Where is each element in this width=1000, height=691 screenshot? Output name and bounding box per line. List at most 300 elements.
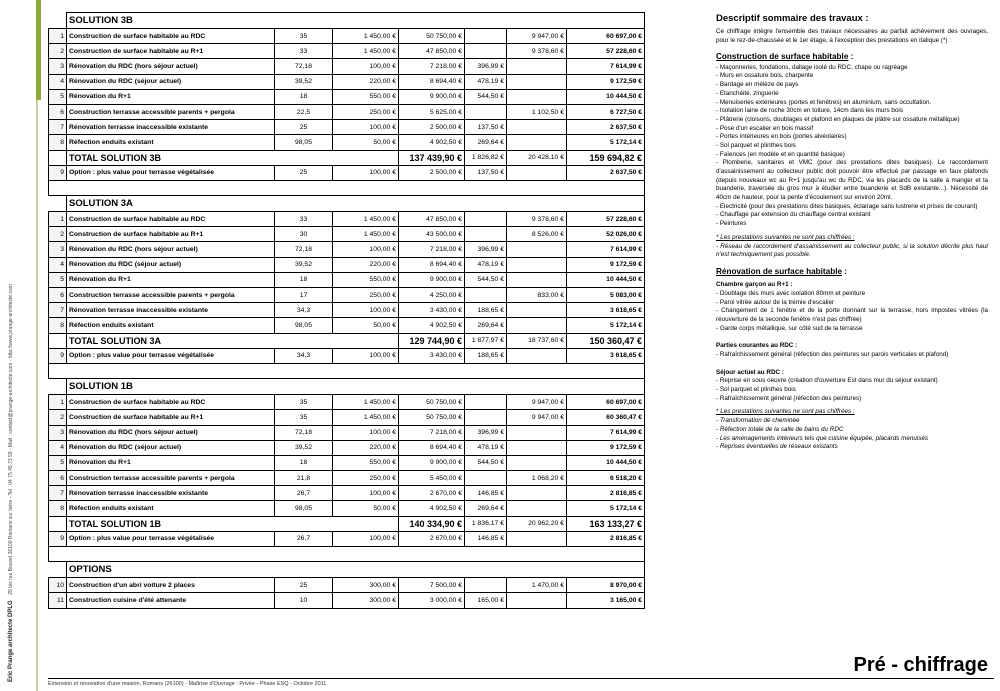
- row-unit-price: 100,00 €: [333, 59, 399, 74]
- section-title: SOLUTION 3B: [67, 13, 645, 29]
- row-quantity: 18: [275, 89, 333, 104]
- desc-list-item: - Murs en ossature bois, charpente: [716, 72, 814, 80]
- row-tax-a: [465, 44, 507, 59]
- row-amount: 43 500,00 €: [399, 227, 465, 242]
- row-label: Rénovation du RDC (séjour actuel): [67, 440, 275, 455]
- row-tax-b: 1 068,20 €: [507, 471, 567, 486]
- row-tax-b: 9 947,00 €: [507, 29, 567, 44]
- row-unit-price: 50,00 €: [333, 318, 399, 333]
- quote-row: [49, 272, 645, 287]
- desc-section2-heading: Rénovation de surface habitable :: [716, 266, 848, 276]
- row-quantity: 72,18: [275, 242, 333, 257]
- row-amount: 2 500,00 €: [399, 165, 465, 180]
- desc-section1-note: - Réseau de raccordement d'assainissement au collecteur public, si la solution décrite plus haut n'est techniquement pas possible.: [716, 242, 988, 259]
- row-total: 6 518,20 €: [567, 471, 645, 486]
- row-tax-a: 478,19 €: [465, 440, 507, 455]
- row-label: Rénovation du R+1: [67, 455, 275, 470]
- row-index: 2: [49, 227, 67, 242]
- desc-list-item: - Doublage des murs avec isolation 80mm et peinture: [716, 289, 866, 297]
- row-total: 2 816,85 €: [567, 531, 645, 546]
- row-tax-a: [465, 395, 507, 410]
- row-tax-b: 1 470,00 €: [507, 578, 567, 593]
- row-total: 57 228,60 €: [567, 212, 645, 227]
- row-tax-b: 8 526,00 €: [507, 227, 567, 242]
- footer-text: Extension et rénovation d'une maison, Romans (26100) - Maîtrise d'Ouvrage : Privée - Phase ESQ - Octobre 2011: [48, 681, 327, 687]
- total-tax-b: 18 737,60 €: [507, 333, 567, 348]
- row-total: 3 618,65 €: [567, 348, 645, 363]
- row-total: 5 172,14 €: [567, 318, 645, 333]
- total-label: TOTAL SOLUTION 3A: [67, 333, 399, 348]
- row-tax-a: [465, 288, 507, 303]
- row-total: 3 165,00 €: [567, 593, 645, 608]
- row-total: 52 026,00 €: [567, 227, 645, 242]
- row-label: Rénovation du RDC (hors séjour actuel): [67, 242, 275, 257]
- row-amount: 4 250,00 €: [399, 288, 465, 303]
- desc-chambre-list: [716, 290, 988, 333]
- row-label: Rénovation du R+1: [67, 89, 275, 104]
- row-total: 7 614,99 €: [567, 242, 645, 257]
- quote-row: [49, 578, 645, 593]
- row-tax-a: 137,50 €: [465, 165, 507, 180]
- quote-row: [49, 593, 645, 608]
- row-quantity: 25: [275, 165, 333, 180]
- row-label: Construction de surface habitable au RDC: [67, 29, 275, 44]
- desc-section1-heading: Construction de surface habitable :: [716, 52, 854, 62]
- row-amount: 9 900,00 €: [399, 272, 465, 287]
- desc-section1-list: [716, 64, 988, 229]
- row-total: 5 172,14 €: [567, 501, 645, 516]
- quote-row: [49, 395, 645, 410]
- row-tax-b: [507, 501, 567, 516]
- row-amount: 9 900,00 €: [399, 89, 465, 104]
- row-index: 11: [49, 593, 67, 608]
- row-total: 10 444,50 €: [567, 455, 645, 470]
- row-tax-a: 544,50 €: [465, 455, 507, 470]
- row-tax-b: 9 378,60 €: [507, 212, 567, 227]
- row-tax-a: [465, 104, 507, 119]
- row-label: Construction terrasse accessible parents + pergola: [67, 288, 275, 303]
- total-tax-a: 1 877,97 €: [465, 333, 507, 348]
- desc-list-item: - Peintures: [716, 220, 747, 228]
- desc-list-item: - Pose d'un escalier en bois massif: [716, 124, 814, 132]
- row-tax-b: 1 102,50 €: [507, 104, 567, 119]
- row-index: 6: [49, 288, 67, 303]
- row-label: Rénovation du RDC (séjour actuel): [67, 74, 275, 89]
- desc-list-item: - Etanchéité, zinguerie: [716, 89, 779, 97]
- row-tax-a: 146,85 €: [465, 531, 507, 546]
- desc-list-item: - Garde corps métallique, sur côté sud de la terrasse: [716, 324, 863, 332]
- quote-row: [49, 135, 645, 150]
- row-quantity: 34,3: [275, 348, 333, 363]
- row-index: 8: [49, 318, 67, 333]
- quote-table-container: [48, 12, 644, 609]
- row-tax-a: 396,99 €: [465, 242, 507, 257]
- row-amount: 9 900,00 €: [399, 455, 465, 470]
- footer-rule: [48, 678, 994, 679]
- desc-list-item: - Faïences (en modèle et en quantité basique): [716, 150, 845, 158]
- desc-section1-title: Construction de surface habitable: [716, 52, 849, 62]
- desc-list-item: - Electricité (pour des prestations dites basiques, éclairage sans lustrerie et prises de courant): [716, 202, 978, 210]
- row-tax-b: 833,00 €: [507, 288, 567, 303]
- desc-list-item: - Bardage en mélèze de pays: [716, 81, 799, 89]
- row-quantity: 18: [275, 455, 333, 470]
- sidebar-accent: [36, 0, 41, 100]
- total-tax-a: 1 826,82 €: [465, 150, 507, 165]
- row-quantity: 17: [275, 288, 333, 303]
- desc-list-item: - Isolation laine de roche 30cm en toiture, 14cm dans les murs bois: [716, 107, 903, 115]
- sidebar: [0, 0, 40, 691]
- row-label: Rénovation terrasse inaccessible existante: [67, 120, 275, 135]
- row-index: 7: [49, 303, 67, 318]
- row-unit-price: 250,00 €: [333, 288, 399, 303]
- row-index: 5: [49, 89, 67, 104]
- row-tax-a: 137,50 €: [465, 120, 507, 135]
- row-total: 3 618,65 €: [567, 303, 645, 318]
- row-unit-price: 50,00 €: [333, 501, 399, 516]
- row-tax-a: 544,50 €: [465, 89, 507, 104]
- desc-sub-chambre: Chambre garçon au R+1 :: [716, 281, 793, 289]
- row-label: Construction de surface habitable au R+1: [67, 44, 275, 59]
- row-quantity: 34,3: [275, 303, 333, 318]
- row-tax-b: [507, 257, 567, 272]
- row-tax-b: [507, 89, 567, 104]
- row-label: Construction de surface habitable au R+1: [67, 410, 275, 425]
- row-tax-a: [465, 410, 507, 425]
- row-tax-b: [507, 272, 567, 287]
- quote-row: [49, 227, 645, 242]
- row-total: 8 970,00 €: [567, 578, 645, 593]
- row-tax-a: 146,85 €: [465, 486, 507, 501]
- desc-list-item: - Sol parquet et plinthes bois: [716, 386, 796, 394]
- row-amount: 2 500,00 €: [399, 120, 465, 135]
- quote-row: [49, 104, 645, 119]
- row-quantity: 22,5: [275, 104, 333, 119]
- row-unit-price: 250,00 €: [333, 471, 399, 486]
- row-index: 2: [49, 410, 67, 425]
- total-label: TOTAL SOLUTION 1B: [67, 516, 399, 531]
- row-quantity: 39,52: [275, 440, 333, 455]
- row-amount: 50 750,00 €: [399, 410, 465, 425]
- row-amount: 50 750,00 €: [399, 29, 465, 44]
- row-total: 60 360,47 €: [567, 410, 645, 425]
- row-unit-price: 300,00 €: [333, 593, 399, 608]
- row-total: 60 697,00 €: [567, 29, 645, 44]
- quote-row: [49, 242, 645, 257]
- sidebar-author: Eric Prange architecte DPLG: [8, 600, 14, 682]
- desc-section1-note-title: * Les prestations suivantes ne sont pas chiffrées :: [716, 233, 855, 241]
- row-tax-b: [507, 59, 567, 74]
- row-total: 7 614,99 €: [567, 59, 645, 74]
- row-amount: 3 430,00 €: [399, 348, 465, 363]
- row-tax-b: [507, 303, 567, 318]
- row-amount: 7 218,00 €: [399, 242, 465, 257]
- row-total: 10 444,50 €: [567, 272, 645, 287]
- row-label: Rénovation terrasse inaccessible existante: [67, 303, 275, 318]
- section-title: SOLUTION 1B: [67, 379, 645, 395]
- quote-row: [49, 59, 645, 74]
- row-amount: 5 450,00 €: [399, 471, 465, 486]
- row-unit-price: 50,00 €: [333, 135, 399, 150]
- quote-row: [49, 165, 645, 180]
- row-tax-b: [507, 440, 567, 455]
- row-tax-b: [507, 242, 567, 257]
- row-tax-a: 396,99 €: [465, 425, 507, 440]
- desc-section2-notes: [716, 417, 988, 452]
- total-tax-a: 1 836,17 €: [465, 516, 507, 531]
- row-total: 5 083,00 €: [567, 288, 645, 303]
- desc-section2-title: Rénovation de surface habitable: [716, 266, 843, 276]
- row-tax-b: [507, 120, 567, 135]
- row-quantity: 30: [275, 227, 333, 242]
- row-unit-price: 100,00 €: [333, 303, 399, 318]
- description-panel: [716, 12, 988, 452]
- row-unit-price: 1 450,00 €: [333, 212, 399, 227]
- row-tax-a: 478,19 €: [465, 74, 507, 89]
- row-tax-a: [465, 471, 507, 486]
- row-tax-b: [507, 593, 567, 608]
- row-tax-a: 544,50 €: [465, 272, 507, 287]
- row-index: 9: [49, 348, 67, 363]
- quote-row: [49, 44, 645, 59]
- row-quantity: 18: [275, 272, 333, 287]
- row-tax-a: [465, 578, 507, 593]
- desc-section2-note-title: * Les prestations suivantes ne sont pas chiffrées :: [716, 408, 855, 416]
- row-tax-a: 188,65 €: [465, 303, 507, 318]
- section-title: OPTIONS: [67, 562, 645, 578]
- row-unit-price: 100,00 €: [333, 348, 399, 363]
- sidebar-contact: [8, 284, 14, 682]
- desc-list-item: - Paroi vitrée autour de la trémie d'escalier: [716, 298, 835, 306]
- row-index: 6: [49, 104, 67, 119]
- row-quantity: 25: [275, 120, 333, 135]
- row-total: 2 637,50 €: [567, 120, 645, 135]
- row-tax-a: 269,64 €: [465, 501, 507, 516]
- row-tax-b: 9 378,60 €: [507, 44, 567, 59]
- row-unit-price: 220,00 €: [333, 440, 399, 455]
- row-quantity: 98,05: [275, 501, 333, 516]
- row-tax-b: [507, 455, 567, 470]
- desc-sejour-list: [716, 377, 988, 403]
- row-amount: 2 670,00 €: [399, 531, 465, 546]
- row-tax-b: [507, 531, 567, 546]
- row-amount: 7 218,00 €: [399, 59, 465, 74]
- row-label: Construction de surface habitable au RDC: [67, 212, 275, 227]
- row-index: 9: [49, 165, 67, 180]
- row-tax-b: [507, 74, 567, 89]
- row-amount: 3 000,00 €: [399, 593, 465, 608]
- row-total: 6 727,50 €: [567, 104, 645, 119]
- row-unit-price: 100,00 €: [333, 425, 399, 440]
- row-quantity: 26,7: [275, 531, 333, 546]
- row-unit-price: 300,00 €: [333, 578, 399, 593]
- row-tax-a: 188,65 €: [465, 348, 507, 363]
- row-label: Option : plus value pour terrasse végétalisée: [67, 531, 275, 546]
- row-unit-price: 100,00 €: [333, 120, 399, 135]
- row-quantity: 98,05: [275, 318, 333, 333]
- row-quantity: 35: [275, 29, 333, 44]
- row-label: Rénovation terrasse inaccessible existante: [67, 486, 275, 501]
- row-tax-a: [465, 29, 507, 44]
- total-row: [49, 333, 645, 348]
- row-unit-price: 100,00 €: [333, 165, 399, 180]
- row-quantity: 21,8: [275, 471, 333, 486]
- row-amount: 5 625,00 €: [399, 104, 465, 119]
- row-index: 1: [49, 395, 67, 410]
- row-unit-price: 1 450,00 €: [333, 44, 399, 59]
- desc-title: Descriptif sommaire des travaux :: [716, 13, 869, 24]
- row-index: 4: [49, 74, 67, 89]
- quote-row: [49, 501, 645, 516]
- row-amount: 8 694,40 €: [399, 74, 465, 89]
- desc-sub-parties: Parties courantes au RDC :: [716, 342, 798, 350]
- quote-row: [49, 425, 645, 440]
- row-label: Rénovation du RDC (séjour actuel): [67, 257, 275, 272]
- row-unit-price: 250,00 €: [333, 104, 399, 119]
- desc-list-item: - Transformation de cheminée: [716, 417, 800, 425]
- row-tax-b: 9 947,00 €: [507, 410, 567, 425]
- total-row: [49, 516, 645, 531]
- row-amount: 7 500,00 €: [399, 578, 465, 593]
- row-tax-a: 478,19 €: [465, 257, 507, 272]
- row-tax-a: 269,64 €: [465, 318, 507, 333]
- quote-row: [49, 455, 645, 470]
- row-quantity: 26,7: [275, 486, 333, 501]
- row-label: Construction cuisine d'été attenante: [67, 593, 275, 608]
- row-label: Rénovation du RDC (hors séjour actuel): [67, 59, 275, 74]
- quote-row: [49, 486, 645, 501]
- row-index: 3: [49, 59, 67, 74]
- row-index: 3: [49, 242, 67, 257]
- quote-row: [49, 212, 645, 227]
- row-amount: 8 694,40 €: [399, 257, 465, 272]
- row-quantity: 39,52: [275, 257, 333, 272]
- row-label: Réfection enduits existant: [67, 501, 275, 516]
- total-grand: 163 133,27 €: [567, 516, 645, 531]
- row-label: Réfection enduits existant: [67, 318, 275, 333]
- row-quantity: 35: [275, 395, 333, 410]
- desc-list-item: - Plomberie, sanitaires et VMC (pour des prestations dites basiques). Le raccordement d'assainissement au collecteur public doit pouvoir être effectué par passage en faux plafonds (depuis nouveaux wc au R+1 jusqu'au wc du RDC, via les placards de la salle à manger et la buanderie, traversée du gros mur à étudier entre buanderie et SdB existante...). Nécessité de 40cm de hauteur, pour la pente d'écoulement sur environ 20ml.: [716, 159, 988, 202]
- row-total: 2 637,50 €: [567, 165, 645, 180]
- row-index: 1: [49, 29, 67, 44]
- desc-list-item: - Reprises éventuelles de réseaux existants: [716, 443, 838, 451]
- row-total: 2 816,85 €: [567, 486, 645, 501]
- desc-parties-list: [716, 351, 988, 360]
- row-label: Construction terrasse accessible parents + pergola: [67, 104, 275, 119]
- row-amount: 4 902,50 €: [399, 501, 465, 516]
- row-tax-b: [507, 165, 567, 180]
- row-unit-price: 550,00 €: [333, 455, 399, 470]
- desc-list-item: - Portes intérieures en bois (portes alvéolaires): [716, 133, 847, 141]
- desc-intro: Ce chiffrage intègre l'ensemble des travaux nécessaires au parfait achèvement des ouvrages, pour le rez-de-chaussée et le 1er étage, à l'exception des prestations en italique (*) :: [716, 28, 988, 44]
- row-index: 5: [49, 455, 67, 470]
- section-title: SOLUTION 3A: [67, 196, 645, 212]
- desc-list-item: - Sol parquet et plinthes bois: [716, 141, 796, 149]
- row-quantity: 10: [275, 593, 333, 608]
- total-amount: 137 439,90 €: [399, 150, 465, 165]
- row-quantity: 25: [275, 578, 333, 593]
- quote-row: [49, 531, 645, 546]
- total-amount: 140 334,90 €: [399, 516, 465, 531]
- row-tax-b: [507, 425, 567, 440]
- row-label: Construction terrasse accessible parents + pergola: [67, 471, 275, 486]
- sidebar-address: 29 bis rue Bouvet 26100 Romans sur Isère - Tel : 04 75 45 73 59 - Mail : contact@prange-architecte.com - http://www.prange-architecte.com: [8, 284, 14, 595]
- row-quantity: 33: [275, 44, 333, 59]
- row-unit-price: 1 450,00 €: [333, 395, 399, 410]
- row-unit-price: 1 450,00 €: [333, 410, 399, 425]
- row-amount: 8 694,40 €: [399, 440, 465, 455]
- row-total: 57 228,60 €: [567, 44, 645, 59]
- quote-row: [49, 440, 645, 455]
- desc-list-item: - Reprise en sous oeuvre (création d'ouverture Est dans mur du séjour existant): [716, 377, 938, 385]
- row-amount: 4 902,50 €: [399, 135, 465, 150]
- row-quantity: 72,18: [275, 59, 333, 74]
- row-total: 10 444,50 €: [567, 89, 645, 104]
- row-tax-b: [507, 135, 567, 150]
- quote-row: [49, 288, 645, 303]
- row-index: 1: [49, 212, 67, 227]
- section-header-row: [49, 13, 645, 29]
- row-index: 8: [49, 501, 67, 516]
- row-quantity: 35: [275, 410, 333, 425]
- quote-row: [49, 348, 645, 363]
- total-label: TOTAL SOLUTION 3B: [67, 150, 399, 165]
- row-amount: 47 850,00 €: [399, 212, 465, 227]
- row-index: 7: [49, 120, 67, 135]
- row-label: Rénovation du R+1: [67, 272, 275, 287]
- desc-list-item: - Rafraîchissement général (réfection des peintures): [716, 394, 862, 402]
- row-label: Réfection enduits existant: [67, 135, 275, 150]
- row-tax-a: 165,00 €: [465, 593, 507, 608]
- row-quantity: 98,05: [275, 135, 333, 150]
- row-unit-price: 1 450,00 €: [333, 29, 399, 44]
- row-unit-price: 100,00 €: [333, 242, 399, 257]
- row-tax-a: 269,64 €: [465, 135, 507, 150]
- section-header-row: [49, 196, 645, 212]
- desc-list-item: - Changement de 1 fenêtre et de la porte donnant sur la terrasse, hors impostes vitrées (la réouverture de la seconde fenêtre n'est pas chiffrée): [716, 307, 988, 323]
- quote-row: [49, 89, 645, 104]
- sidebar-line: [36, 0, 38, 691]
- row-label: Construction d'un abri voiture 2 places: [67, 578, 275, 593]
- total-grand: 150 360,47 €: [567, 333, 645, 348]
- quote-row: [49, 410, 645, 425]
- row-quantity: 33: [275, 212, 333, 227]
- row-tax-a: [465, 227, 507, 242]
- row-amount: 47 850,00 €: [399, 44, 465, 59]
- total-amount: 129 744,90 €: [399, 333, 465, 348]
- row-unit-price: 550,00 €: [333, 272, 399, 287]
- total-row: [49, 150, 645, 165]
- quote-row: [49, 471, 645, 486]
- row-amount: 2 670,00 €: [399, 486, 465, 501]
- row-label: Option : plus value pour terrasse végétalisée: [67, 348, 275, 363]
- total-tax-b: 20 962,20 €: [507, 516, 567, 531]
- row-tax-b: 9 947,00 €: [507, 395, 567, 410]
- row-tax-b: [507, 318, 567, 333]
- row-unit-price: 1 450,00 €: [333, 227, 399, 242]
- row-tax-a: [465, 212, 507, 227]
- quote-table: [48, 12, 645, 609]
- row-total: 9 172,59 €: [567, 74, 645, 89]
- desc-sub-sejour: Séjour actuel au RDC :: [716, 368, 784, 376]
- row-tax-b: [507, 348, 567, 363]
- row-amount: 7 218,00 €: [399, 425, 465, 440]
- row-index: 4: [49, 257, 67, 272]
- row-tax-a: 396,99 €: [465, 59, 507, 74]
- row-label: Construction de surface habitable au RDC: [67, 395, 275, 410]
- row-unit-price: 220,00 €: [333, 74, 399, 89]
- quote-row: [49, 29, 645, 44]
- row-index: 3: [49, 425, 67, 440]
